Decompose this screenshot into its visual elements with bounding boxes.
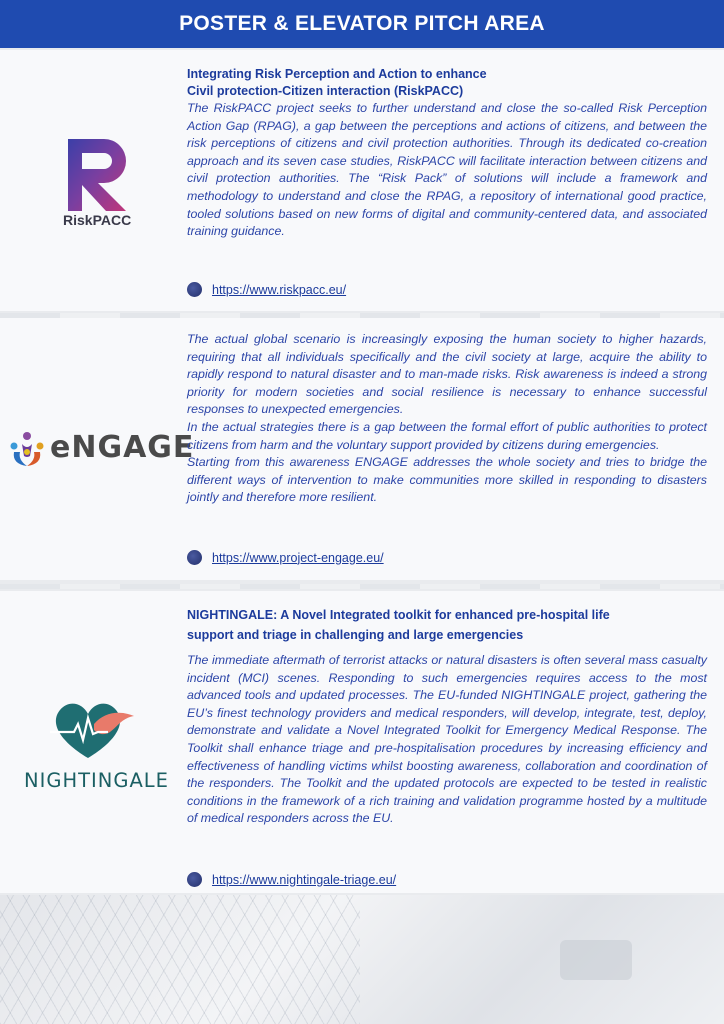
engage-paragraph-3: Starting from this awareness ENGAGE addresses the whole society and tries to bridge the different ways of intervention to make communities more skilled in responding to disasters jointly and therefore more resilient. — [187, 455, 707, 505]
nightingale-logo — [22, 700, 172, 795]
riskpacc-description: The RiskPACC project seeks to further understand and close the so-called Risk Perception Action Gap (RPAG), a gap between the perceptions and actions of citizens, and between the risk perceptions of citizens and civil protection authorities. Through its dedicated co-creation approach and its seven case studies, RiskPACC will facilitate interaction between citizens and civil protection authorities. The “Risk Pack” of solutions will include a framework and methodology to understand and close the RPAG, a repository of international good practice, tooled solutions based on new forms of digital and community-centered data, and associated training guidance. — [187, 101, 707, 239]
nightingale-title-line2: support and triage in challenging and large emergencies — [187, 628, 524, 642]
engage-paragraph-2: In the actual strategies there is a gap between the formal effort of public authorities to protect citizens from harm and the voluntary support provided by citizens during emergencies. — [187, 419, 707, 452]
engage-link[interactable] — [187, 550, 384, 565]
heart-bird-icon — [48, 700, 138, 762]
engage-text — [187, 331, 707, 507]
nightingale-text — [187, 605, 707, 828]
nightingale-description: The immediate aftermath of terrorist attacks or natural disasters is often several mass casualty incident (MCI) scenes. Responding to such emergencies requires access to the most advanced tools and updated processes. The EU-funded NIGHTINGALE project, gathering the EU’s finest technology providers and medical responders, will develop, integrate, test, deploy, demonstrate and validate a Novel Integrated Toolkit for Emergency Medical Response. The Toolkit shall enhance triage and pre-hospitalisation procedures by increasing efficiency and effectiveness of handling victims whilst boosting awareness, collaboration and coordination of the responders. The Toolkit and the updated protocols are expected to be tested in realistic conditions in the framework of a rich training and validation programme hosted by a multitude of medical responders across the EU. — [187, 653, 707, 826]
nightingale-title-line1: NIGHTINGALE: A Novel Integrated toolkit for enhanced pre-hospital life — [187, 608, 610, 622]
riskpacc-r-icon — [60, 135, 140, 215]
riskpacc-url[interactable]: https://www.riskpacc.eu/ — [212, 282, 347, 297]
engage-logo — [8, 428, 195, 476]
page-header — [0, 0, 724, 48]
engage-logo-text: eNGAGE — [50, 430, 195, 465]
riskpacc-logo — [60, 135, 140, 235]
nightingale-url[interactable]: https://www.nightingale-triage.eu/ — [212, 872, 397, 887]
riskpacc-text — [187, 66, 707, 241]
riskpacc-title-line2: Civil protection-Citizen interaction (RiskPACC) — [187, 84, 464, 98]
globe-icon — [187, 872, 202, 887]
riskpacc-title-line1: Integrating Risk Perception and Action to enhance — [187, 67, 487, 81]
nightingale-logo-text: NIGHTINGALE — [24, 769, 169, 792]
engage-people-icon — [8, 430, 46, 470]
background-photo — [0, 895, 724, 1024]
riskpacc-logo-text: RiskPACC — [63, 212, 132, 228]
globe-icon — [187, 282, 202, 297]
tower-structure-image — [0, 895, 360, 1024]
globe-icon — [187, 550, 202, 565]
riskpacc-link[interactable] — [187, 282, 346, 297]
engage-url[interactable]: https://www.project-engage.eu/ — [212, 550, 384, 565]
section-divider — [0, 584, 724, 589]
device-image — [560, 940, 632, 980]
engage-paragraph-1: The actual global scenario is increasingly exposing the human society to higher hazards, requiring that all individuals specifically and the civil society at large, acquire the ability to rapidly respond to natural disaster and to man-made risks. Risk awareness is indeed a strong priority for modern societies and social resilience is necessary to enhance successful responses to unexpected emergencies. — [187, 332, 707, 417]
nightingale-link[interactable] — [187, 872, 396, 887]
page-title: POSTER & ELEVATOR PITCH AREA — [179, 12, 545, 35]
